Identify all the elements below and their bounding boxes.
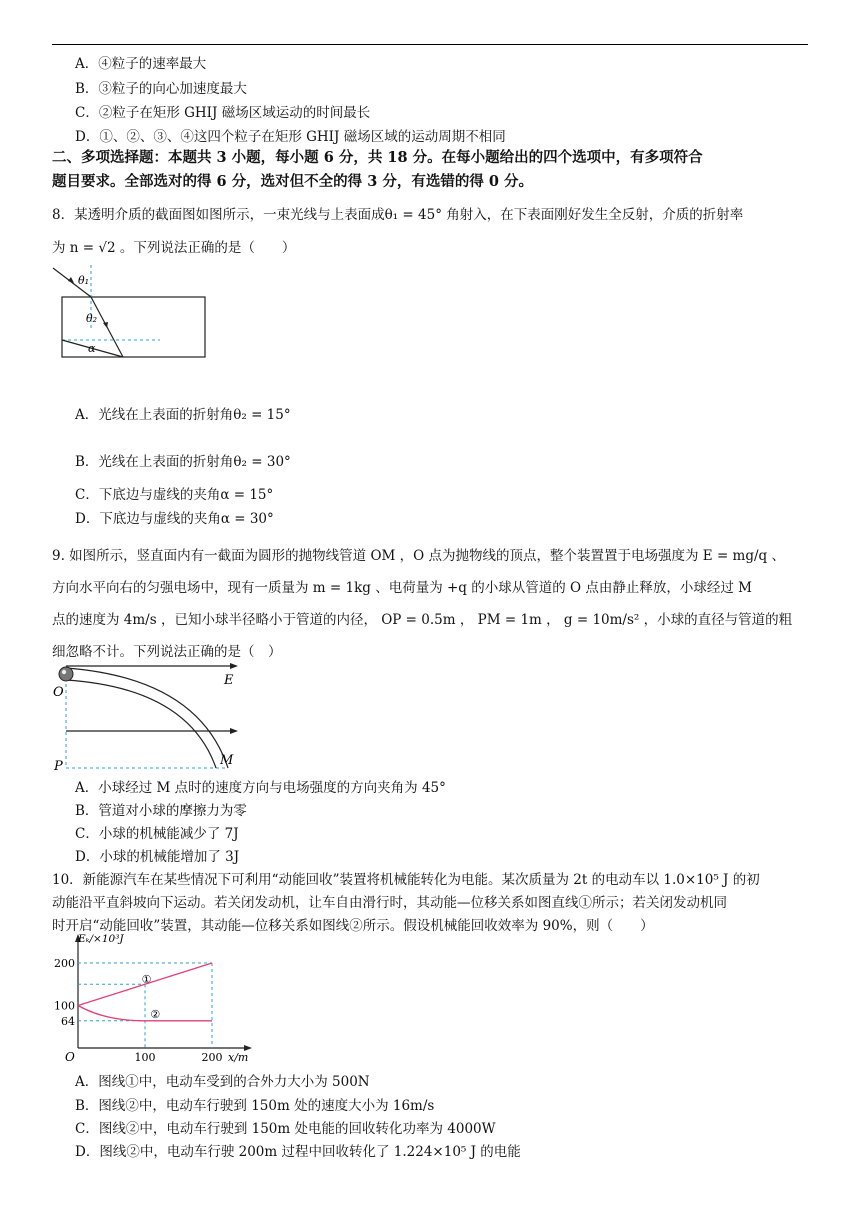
q8-stem-line1: 8．某透明介质的截面图如图所示，一束光线与上表面成θ₁ = 45° 角射入，在下表面刚好发生全反射，介质的折射率	[52, 207, 744, 223]
q9-option-b: B．管道对小球的摩擦力为零	[75, 803, 247, 819]
y-tick-label: 64	[61, 1014, 75, 1028]
q10-option-c: C．图线②中，电动车行驶到 150m 处电能的回收转化功率为 4000W	[75, 1121, 496, 1137]
series-1-label: ①	[141, 973, 152, 987]
q10-stem-line1: 10．新能源汽车在某些情况下可利用“动能回收”装置将机械能转化为电能。某次质量为 2t 的电动车以 1.0×10⁵ J 的初	[52, 872, 760, 888]
q10-stem-line3: 时开启“动能回收”装置，其动能—位移关系如图线②所示。假设机械能回收效率为 90%，则（ ）	[52, 918, 654, 934]
y-tick-label: 200	[54, 957, 75, 970]
q9-stem-line2: 方向水平向右的匀强电场中，现有一质量为 m = 1kg 、电荷量为 +q 的小球从管道的 O 点由静止释放，小球经过 M	[52, 580, 752, 596]
q10-option-a: A．图线①中，电动车受到的合外力大小为 500N	[75, 1074, 370, 1090]
q7-option-b: B．③粒子的向心加速度最大	[75, 81, 247, 97]
y-axis-label: Eₖ/×10³J	[78, 933, 124, 945]
header-rule	[52, 44, 808, 45]
q7-option-a: A．④粒子的速率最大	[75, 56, 207, 72]
section-heading: 二、多项选择题：本题共 3 小题，每小题 6 分，共 18 分。在每小题给出的四个选项中，有多项符合	[52, 149, 703, 166]
origin-label: O	[65, 1050, 75, 1064]
ek-chart	[48, 930, 258, 1065]
q9-option-a: A．小球经过 M 点时的速度方向与电场强度的方向夹角为 45°	[75, 780, 446, 796]
q9-stem-line3: 点的速度为 4m/s ，已知小球半径略小于管道的内径， OP = 0.5m ， PM = 1m ， g = 10m/s² ，小球的直径与管道的粗	[52, 612, 793, 628]
q8-option-b: B．光线在上表面的折射角θ₂ = 30°	[75, 454, 291, 470]
q8-option-a: A．光线在上表面的折射角θ₂ = 15°	[75, 407, 291, 423]
theta2-label: θ₂	[86, 312, 98, 325]
alpha-label: α	[88, 342, 96, 355]
m-label: M	[220, 753, 234, 768]
q8-option-c: C．下底边与虚线的夹角α = 15°	[75, 487, 274, 503]
x-tick-label: 100	[134, 1051, 156, 1064]
section-heading-cont: 题目要求。全部选对的得 6 分，选对但不全的得 3 分，有选错的得 0 分。	[52, 173, 534, 190]
series-2-line	[78, 1006, 212, 1021]
q9-option-c: C．小球的机械能减少了 7J	[75, 826, 239, 842]
q10-option-b: B．图线②中，电动车行驶到 150m 处的速度大小为 16m/s	[75, 1098, 435, 1114]
ball-icon	[59, 667, 73, 681]
e-label: E	[224, 673, 234, 688]
o-label: O	[53, 685, 64, 700]
q10-stem-line2: 动能沿平直斜坡向下运动。若关闭发动机，让车自由滑行时，其动能—位移关系如图直线①所示；若关闭发动机同	[52, 895, 727, 911]
q8-option-d: D．下底边与虚线的夹角α = 30°	[75, 511, 274, 527]
q7-option-d: D．①、②、③、④这四个粒子在矩形 GHIJ 磁场区域的运动周期不相同	[75, 129, 506, 145]
theta1-label: θ₁	[78, 274, 90, 287]
p-label: P	[54, 759, 63, 774]
q8-figure	[48, 260, 218, 365]
q10-option-d: D．图线②中，电动车行驶 200m 过程中回收转化了 1.224×10⁵ J 的电能	[75, 1144, 521, 1160]
q9-stem-line1: 9. 如图所示，竖直面内有一截面为圆形的抛物线管道 OM ，O 点为抛物线的顶点，整个装置置于电场强度为 E = mg/q 、	[52, 548, 785, 564]
q9-stem-line4: 细忽略不计。下列说法正确的是（ ）	[52, 644, 282, 660]
q8-stem-line2: 为 n = √2 。下列说法正确的是（ ）	[52, 240, 296, 256]
x-tick-label: 200	[201, 1051, 223, 1064]
q7-option-c: C．②粒子在矩形 GHIJ 磁场区域运动的时间最长	[75, 105, 371, 121]
x-axis-label: x/m	[228, 1051, 249, 1064]
series-2-label: ②	[150, 1007, 161, 1021]
q9-figure	[48, 658, 248, 774]
q9-option-d: D．小球的机械能增加了 3J	[75, 849, 240, 865]
y-tick-label: 100	[54, 999, 75, 1013]
